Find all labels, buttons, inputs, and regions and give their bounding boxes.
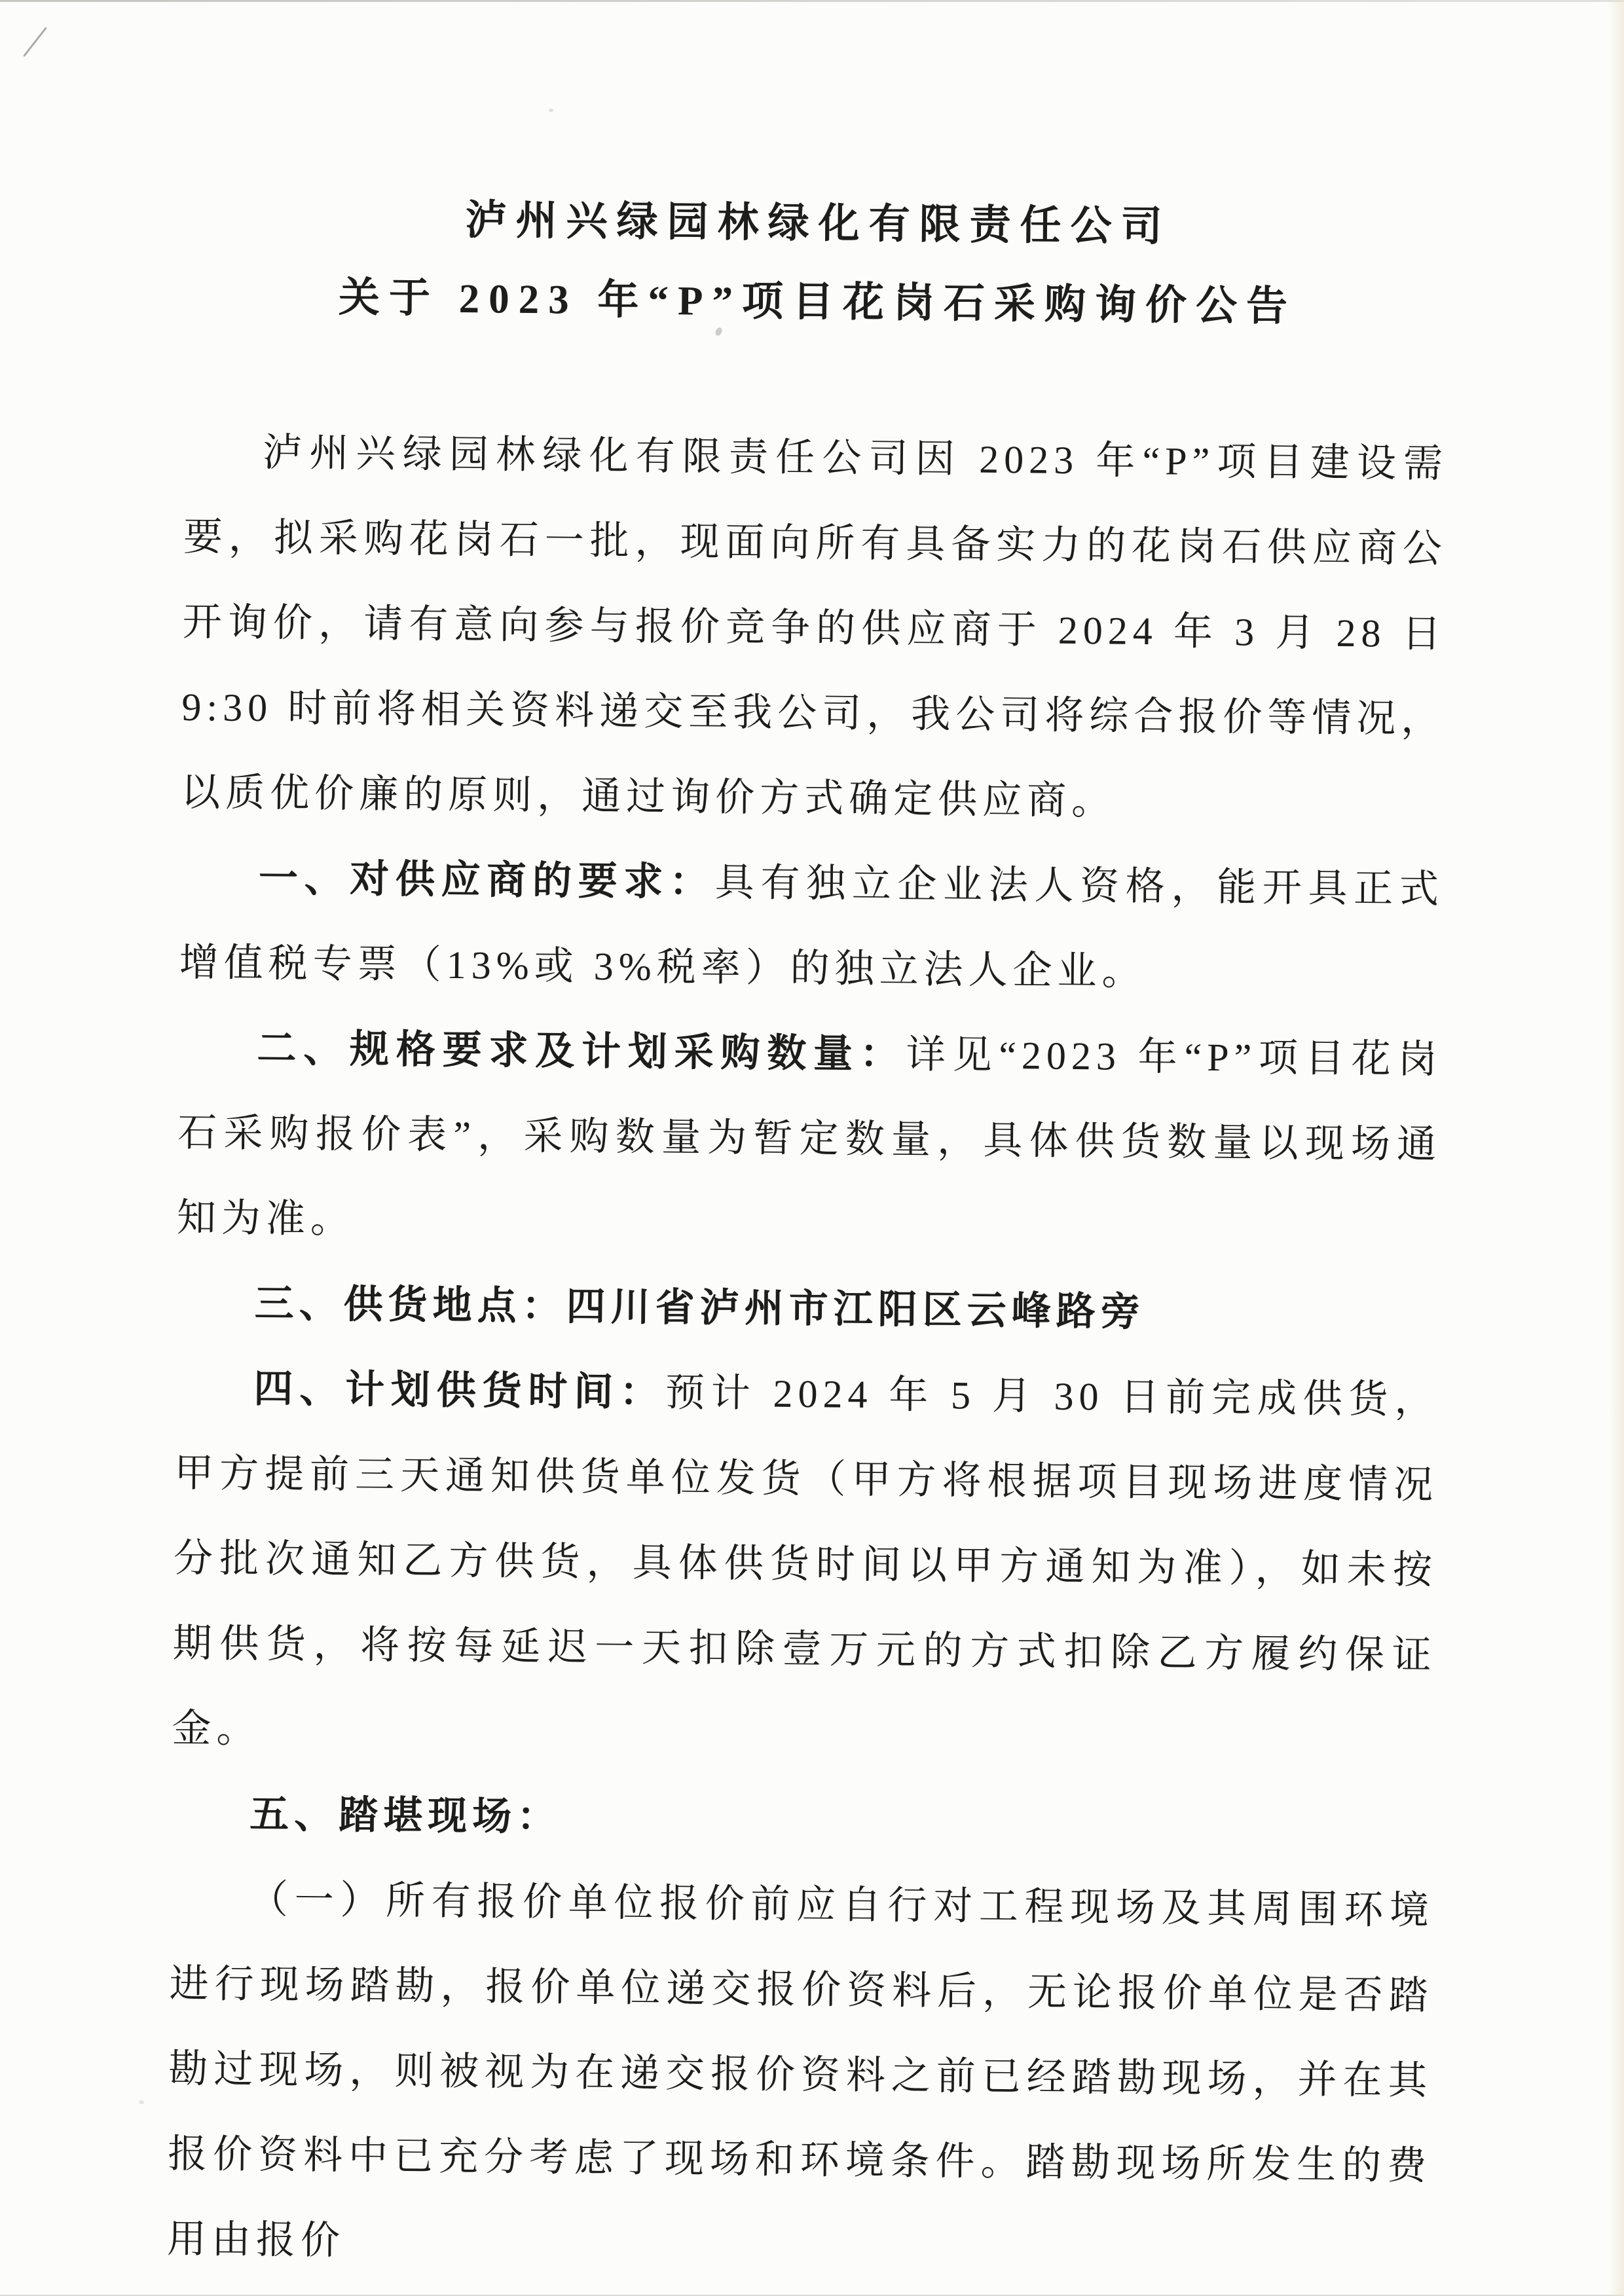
- scan-artifact: [23, 27, 47, 57]
- paragraph-text: 泸州兴绿园林绿化有限责任公司因 2023 年“P”项目建设需要，拟采购花岗石一批，现面向所有具备实力的花岗石供应商公开询价，请有意向参与报价竞争的供应商于 2024 年 3 月 28 日 9:30 时前将相关资料递交至我公司，我公司将综合报价等情况，以质优价廉的原则，通过询价方式确定供应商。: [180, 431, 1449, 823]
- scan-artifact: [549, 109, 553, 112]
- paragraph-intro: [181, 409, 1449, 847]
- paragraph-section-4-delivery-time: [172, 1345, 1439, 1783]
- paragraph-section-2-spec-quantity: [176, 1005, 1443, 1273]
- paragraph-text: （一）所有报价单位报价前应自行对工程现场及其周围环境进行现场踏勘，报价单位递交报价资料后，无论报价单位是否踏勘过现场，则被视为在递交报价资料之前已经踏勘现场，并在其报价资料中已充分考虑了现场和环境条件。踏勘现场所发生的费用由报价: [166, 1878, 1435, 2263]
- document-content: [166, 193, 1450, 2293]
- paragraph-site-survey-item-1: [166, 1856, 1434, 2293]
- scan-edge-artifact: [0, 0, 1624, 2]
- paragraph-section-5-site-survey: [171, 1771, 1435, 1868]
- announcement-title: 关于 2023 年“P”项目花岗石采购询价公告: [338, 274, 1297, 330]
- section-heading: 四、计划供货时间：: [253, 1367, 666, 1415]
- scan-artifact: [139, 2100, 144, 2104]
- paragraph-section-3-delivery-location: [175, 1260, 1440, 1358]
- paragraph-text: 具有独立企业法人资格，能开具正式增值税专票（13%或 3%税率）的独立法人企业。: [179, 860, 1445, 994]
- section-heading: 二、规格要求及计划采购数量：: [257, 1027, 907, 1076]
- section-heading: 三、供货地点：四川省泸州市江阳区云峰路旁: [254, 1282, 1145, 1334]
- section-heading: 五、踏堪现场：: [249, 1793, 562, 1839]
- paragraph-section-1-supplier-requirements: [179, 835, 1444, 1017]
- paragraph-text: 详见“2023 年“P”项目花岗石采购报价表”，采购数量为暂定数量，具体供货数量以现场通知为准。: [176, 1032, 1443, 1241]
- company-title: 泸州兴绿园林绿化有限责任公司: [465, 197, 1172, 250]
- document-body: [166, 409, 1448, 2293]
- paragraph-text: 预计 2024 年 5 月 30 日前完成供货，甲方提前三天通知供货单位发货（甲方将根据项目现场进度情况分批次通知乙方供货，具体供货时间以甲方通知为准），如未按期供货，将按每延迟一天扣除壹万元的方式扣除乙方履约保证金。: [172, 1371, 1439, 1751]
- section-heading: 一、对供应商的要求：: [258, 856, 716, 904]
- scan-edge-artifact: [1608, 0, 1624, 2296]
